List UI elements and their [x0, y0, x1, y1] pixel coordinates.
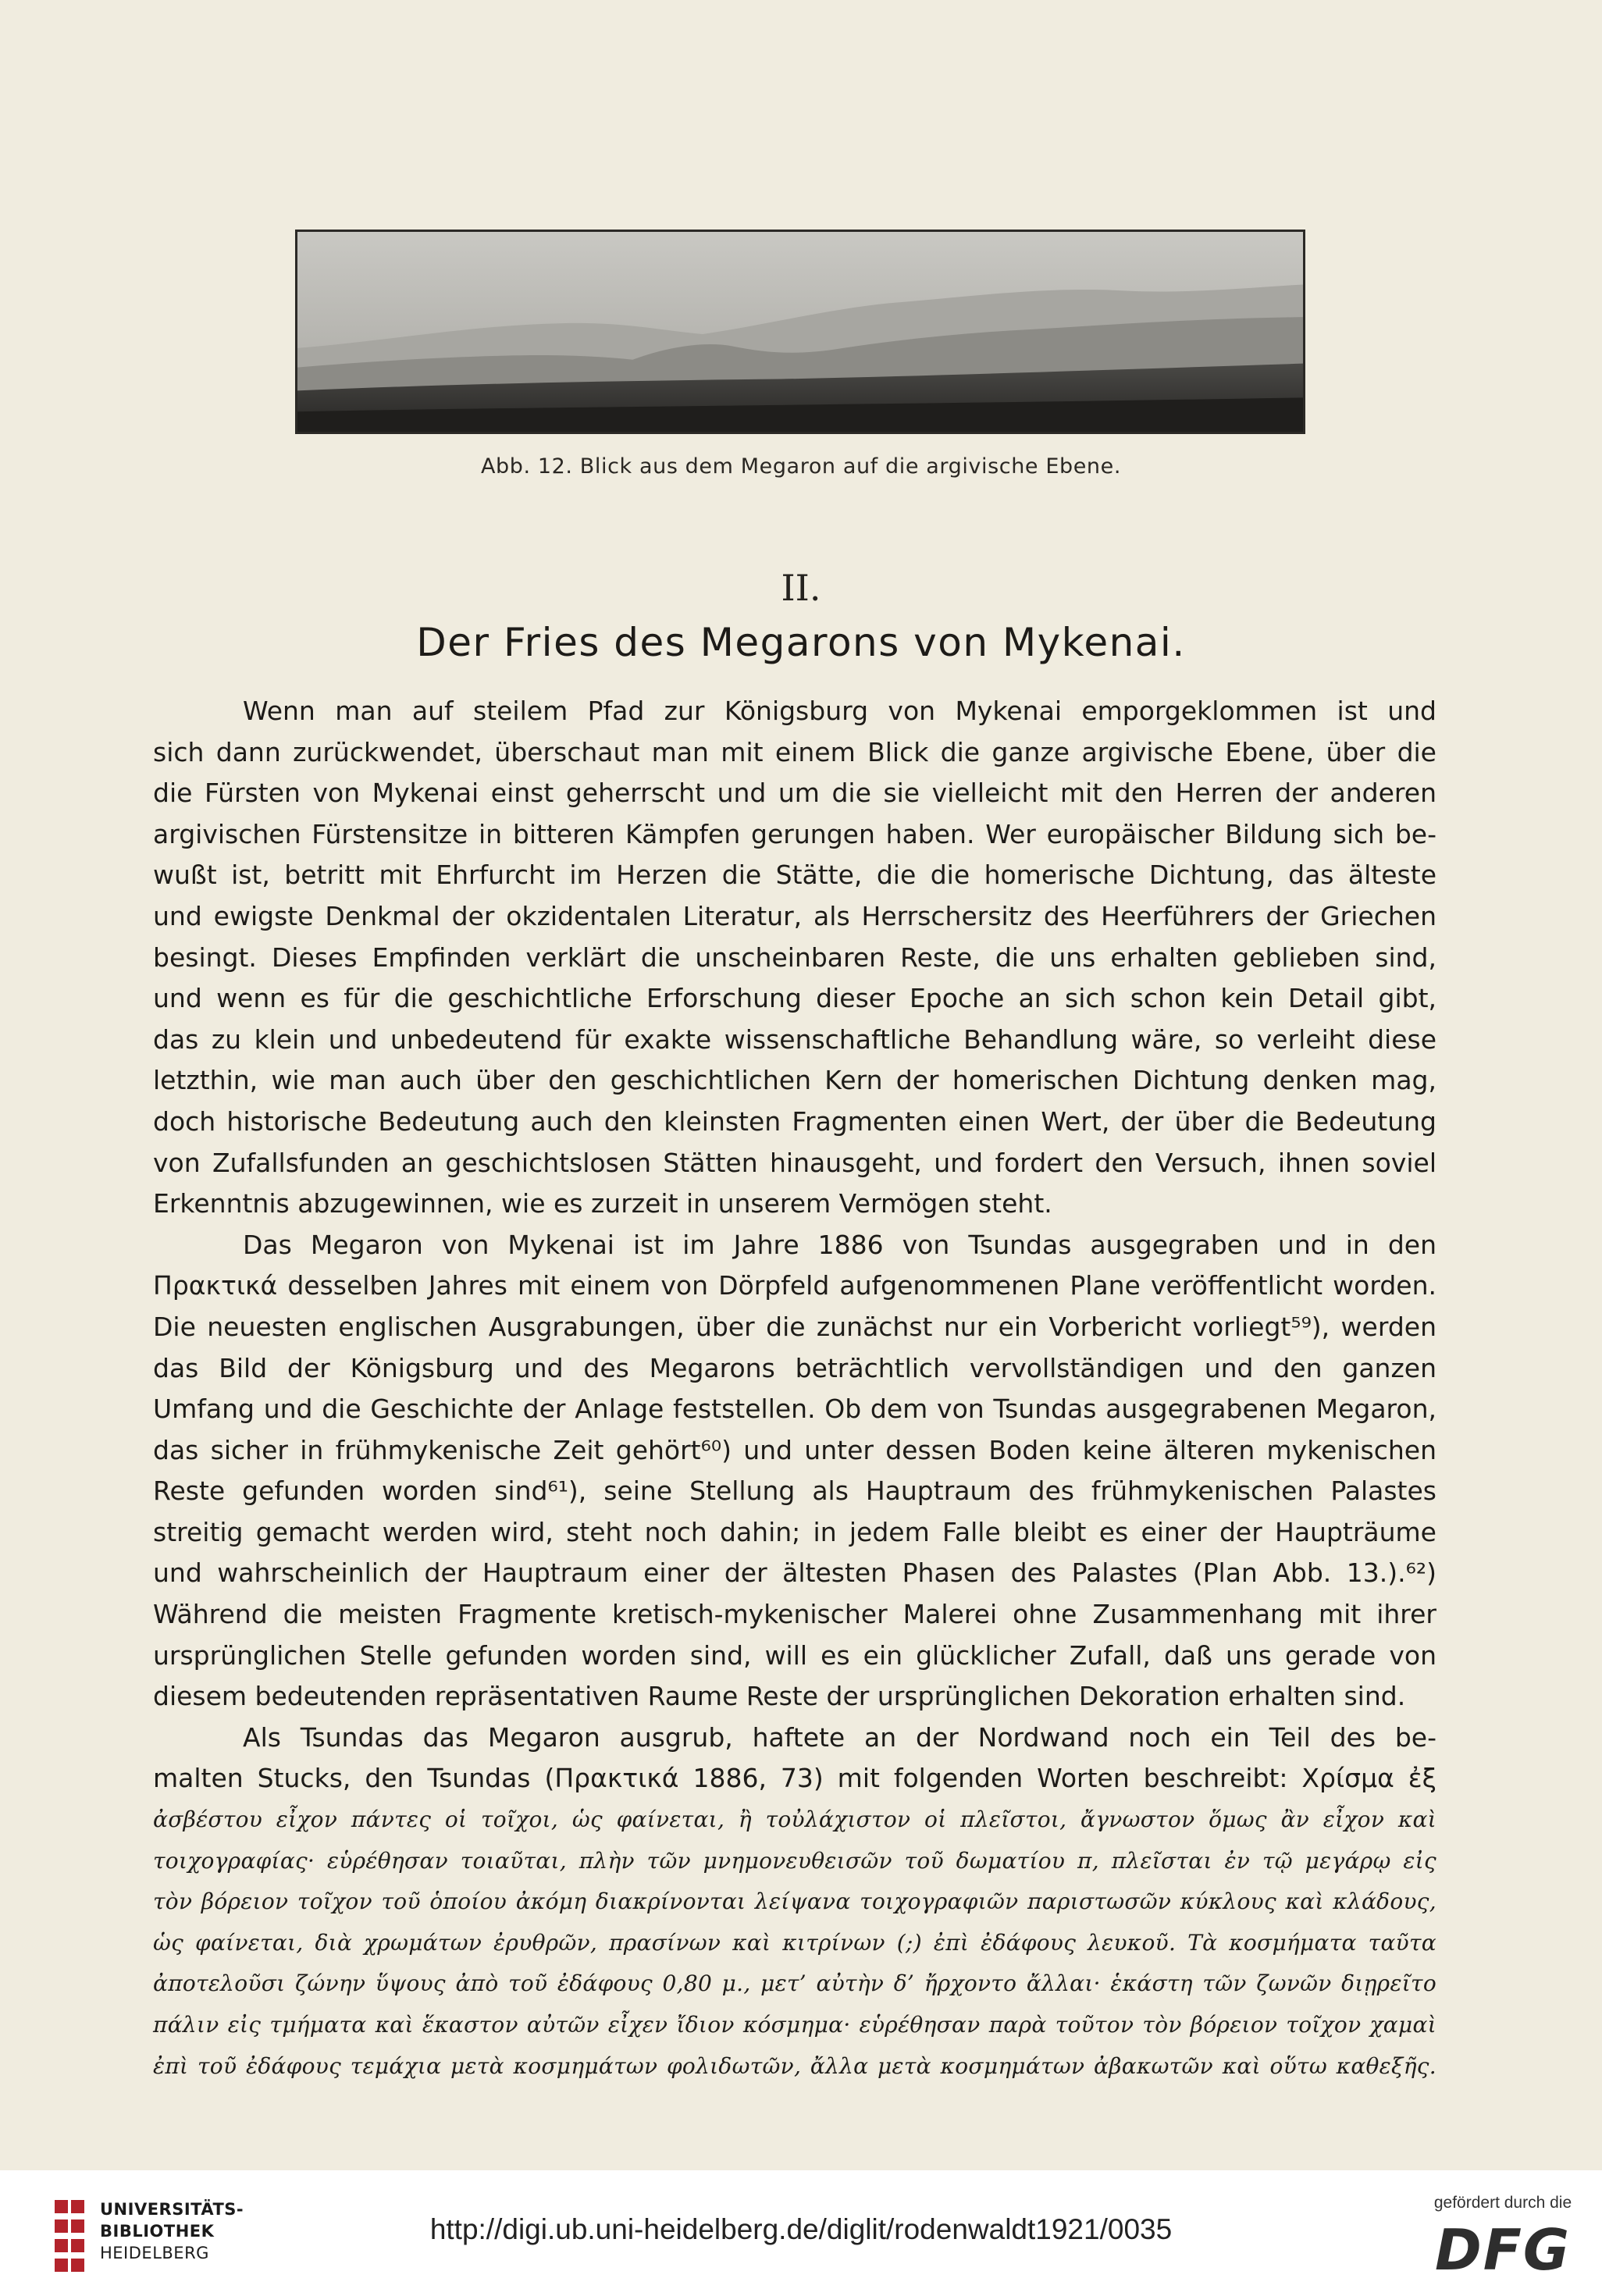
text-line: von Zufallsfunden an geschichtslosen Stätten hinausgeht, und fordert den Versuch, ihnen soviel: [153, 1147, 1436, 1178]
source-url-link[interactable]: http://digi.ub.uni-heidelberg.de/diglit/rodenwaldt1921/0035: [429, 2213, 1173, 2245]
figure-caption: Abb. 12. Blick aus dem Megaron auf die argivische Ebene.: [480, 454, 1122, 479]
text-line: Das Megaron von Mykenai ist im Jahre 1886 von Tsundas ausgegraben und in den: [243, 1229, 1436, 1260]
text-line: letzthin, wie man auch über den geschichtlichen Kern der homerischen Dichtung denken mag,: [153, 1065, 1436, 1096]
text-line: argivischen Fürstensitze in bitteren Kämpfen gerungen haben. Wer europäischer Bildung sich be-: [153, 818, 1436, 849]
text-line: Als Tsundas das Megaron ausgrub, haftete an der Nordwand noch ein Teil des be-: [243, 1721, 1436, 1753]
text-line: das zu klein und unbedeutend für exakte wissenschaftliche Behandlung wäre, so verleiht diese: [153, 1023, 1436, 1055]
text-line: und wenn es für die geschichtliche Erforschung dieser Epoche an sich schon kein Detail gibt,: [153, 983, 1436, 1014]
text-line: Wenn man auf steilem Pfad zur Königsburg von Mykenai emporgeklommen ist und: [243, 696, 1436, 726]
greek-quote-line: τοιχογραφίας· εὑρέθησαν τοιαῦται, πλὴν τῶν μνημονευθεισῶν τοῦ δωματίου π, πλεῖσται ἐν τῷ μεγάρῳ εἰς: [153, 1847, 1436, 1874]
text-line: das Bild der Königsburg und des Megarons beträchtlich vervollständigen und den ganzen: [153, 1352, 1436, 1383]
text-line: diesem bedeutenden repräsentativen Raume Reste der ursprünglichen Dekoration erhalten sind.: [153, 1681, 1406, 1712]
text-line: Während die meisten Fragmente kretisch-mykenischer Malerei ohne Zusammenhang mit ihrer: [153, 1599, 1436, 1630]
chapter-title: Der Fries des Megarons von Mykenai.: [416, 620, 1186, 665]
dfg-logo: DFG: [1434, 2217, 1572, 2283]
text-line: Erkenntnis abzugewinnen, wie es zurzeit in unserem Vermögen steht.: [153, 1188, 1052, 1219]
text-line: wußt ist, betritt mit Ehrfurcht im Herzen die Stätte, die die homerische Dichtung, das älteste: [153, 860, 1436, 891]
library-name-line: HEIDELBERG: [100, 2244, 209, 2262]
text-line: besingt. Dieses Empfinden verklärt die unscheinbaren Reste, die uns erhalten geblieben sind,: [153, 942, 1436, 973]
body-text: [153, 691, 1436, 2087]
greek-quote-line: ὡς φαίνεται, διὰ χρωμάτων ἐρυθρῶν, πρασίνων καὶ κιτρίνων (;) ἐπὶ ἐδάφους λευκοῦ. Τὰ κοσμήματα ταῦτα: [153, 1929, 1436, 1956]
text-line: Πρακτικά desselben Jahres mit einem von Dörpfeld aufgenommenen Plane veröffentlicht worden.: [153, 1270, 1436, 1301]
text-line: doch historische Bedeutung auch den kleinsten Fragmenten einen Wert, der über die Bedeutung: [153, 1105, 1436, 1137]
text-line: Reste gefunden worden sind⁶¹), seine Stellung als Hauptraum des frühmykenischen Palastes: [153, 1475, 1436, 1507]
text-line: malten Stucks, den Tsundas (Πρακτικά 1886, 73) mit folgenden Worten beschreibt: Χρίσμα ἐξ: [153, 1763, 1436, 1794]
greek-quote-line: ἐπὶ τοῦ ἐδάφους τεμάχια μετὰ κοσμημάτων φολιδωτῶν, ἄλλα μετὰ κοσμημάτων ἀβακωτῶν καὶ οὕτω καθεξῆς.: [153, 2052, 1436, 2079]
text-line: streitig gemacht werden wird, steht noch dahin; in jedem Falle bleibt es einer der Haupträume: [153, 1516, 1436, 1547]
landscape-photograph: [295, 230, 1305, 434]
mountain-landscape-image: [297, 232, 1303, 432]
greek-quote-line: τὸν βόρειον τοῖχον τοῦ ὁποίου ἀκόμη διακρίνονται λείψανα τοιχογραφιῶν παριστωσῶν κύκλους καὶ κλάδους,: [153, 1888, 1436, 1915]
greek-quote-line: πάλιν εἰς τμήματα καὶ ἕκαστον αὐτῶν εἶχεν ἴδιον κόσμημα· εὑρέθησαν παρὰ τοῦτον τὸν βόρειον τοῖχον χαμαὶ: [153, 2012, 1436, 2038]
library-name-line: BIBLIOTHEK: [100, 2222, 215, 2241]
text-line: und ewigste Denkmal der okzidentalen Literatur, als Herrschersitz des Heerführers der Griechen: [153, 900, 1436, 931]
greek-quote-line: ἀποτελοῦσι ζώνην ὕψους ἀπὸ τοῦ ἐδάφους 0,80 μ., μετ’ αὐτὴν δ’ ἤρχοντο ἄλλαι· ἑκάστη τῶν ζωνῶν διῃρεῖτο: [153, 1970, 1436, 1997]
greek-quote-line: ἀσβέστου εἶχον πάντες οἱ τοῖχοι, ὡς φαίνεται, ἢ τοὐλάχιστον οἱ πλεῖστοι, ἄγνωστον ὅμως ἂν εἶχον καὶ: [153, 1807, 1436, 1833]
text-line: Die neuesten englischen Ausgrabungen, über die zunächst nur ein Vorbericht vorliegt⁵⁹), werden: [153, 1311, 1436, 1342]
library-name-line: UNIVERSITÄTS-: [100, 2200, 244, 2219]
text-line: ursprünglichen Stelle gefunden worden sind, will es ein glücklicher Zufall, daß uns gerade von: [153, 1639, 1436, 1671]
chapter-number: II.: [781, 567, 821, 609]
text-line: und wahrscheinlich der Hauptraum einer der ältesten Phasen des Palastes (Plan Abb. 13.).⁶²): [153, 1557, 1436, 1589]
text-line: Umfang und die Geschichte der Anlage feststellen. Ob dem von Tsundas ausgegrabenen Megaron,: [153, 1394, 1436, 1425]
sponsor-text: gefördert durch die: [1433, 2194, 1572, 2212]
text-line: die Fürsten von Mykenai einst geherrscht und um die sie vielleicht mit den Herren der anderen: [153, 778, 1436, 809]
text-line: sich dann zurückwendet, überschaut man mit einem Blick die ganze argivische Ebene, über die: [153, 736, 1436, 767]
text-line: das sicher in frühmykenische Zeit gehört⁶⁰) und unter dessen Boden keine älteren mykenischen: [153, 1434, 1436, 1465]
